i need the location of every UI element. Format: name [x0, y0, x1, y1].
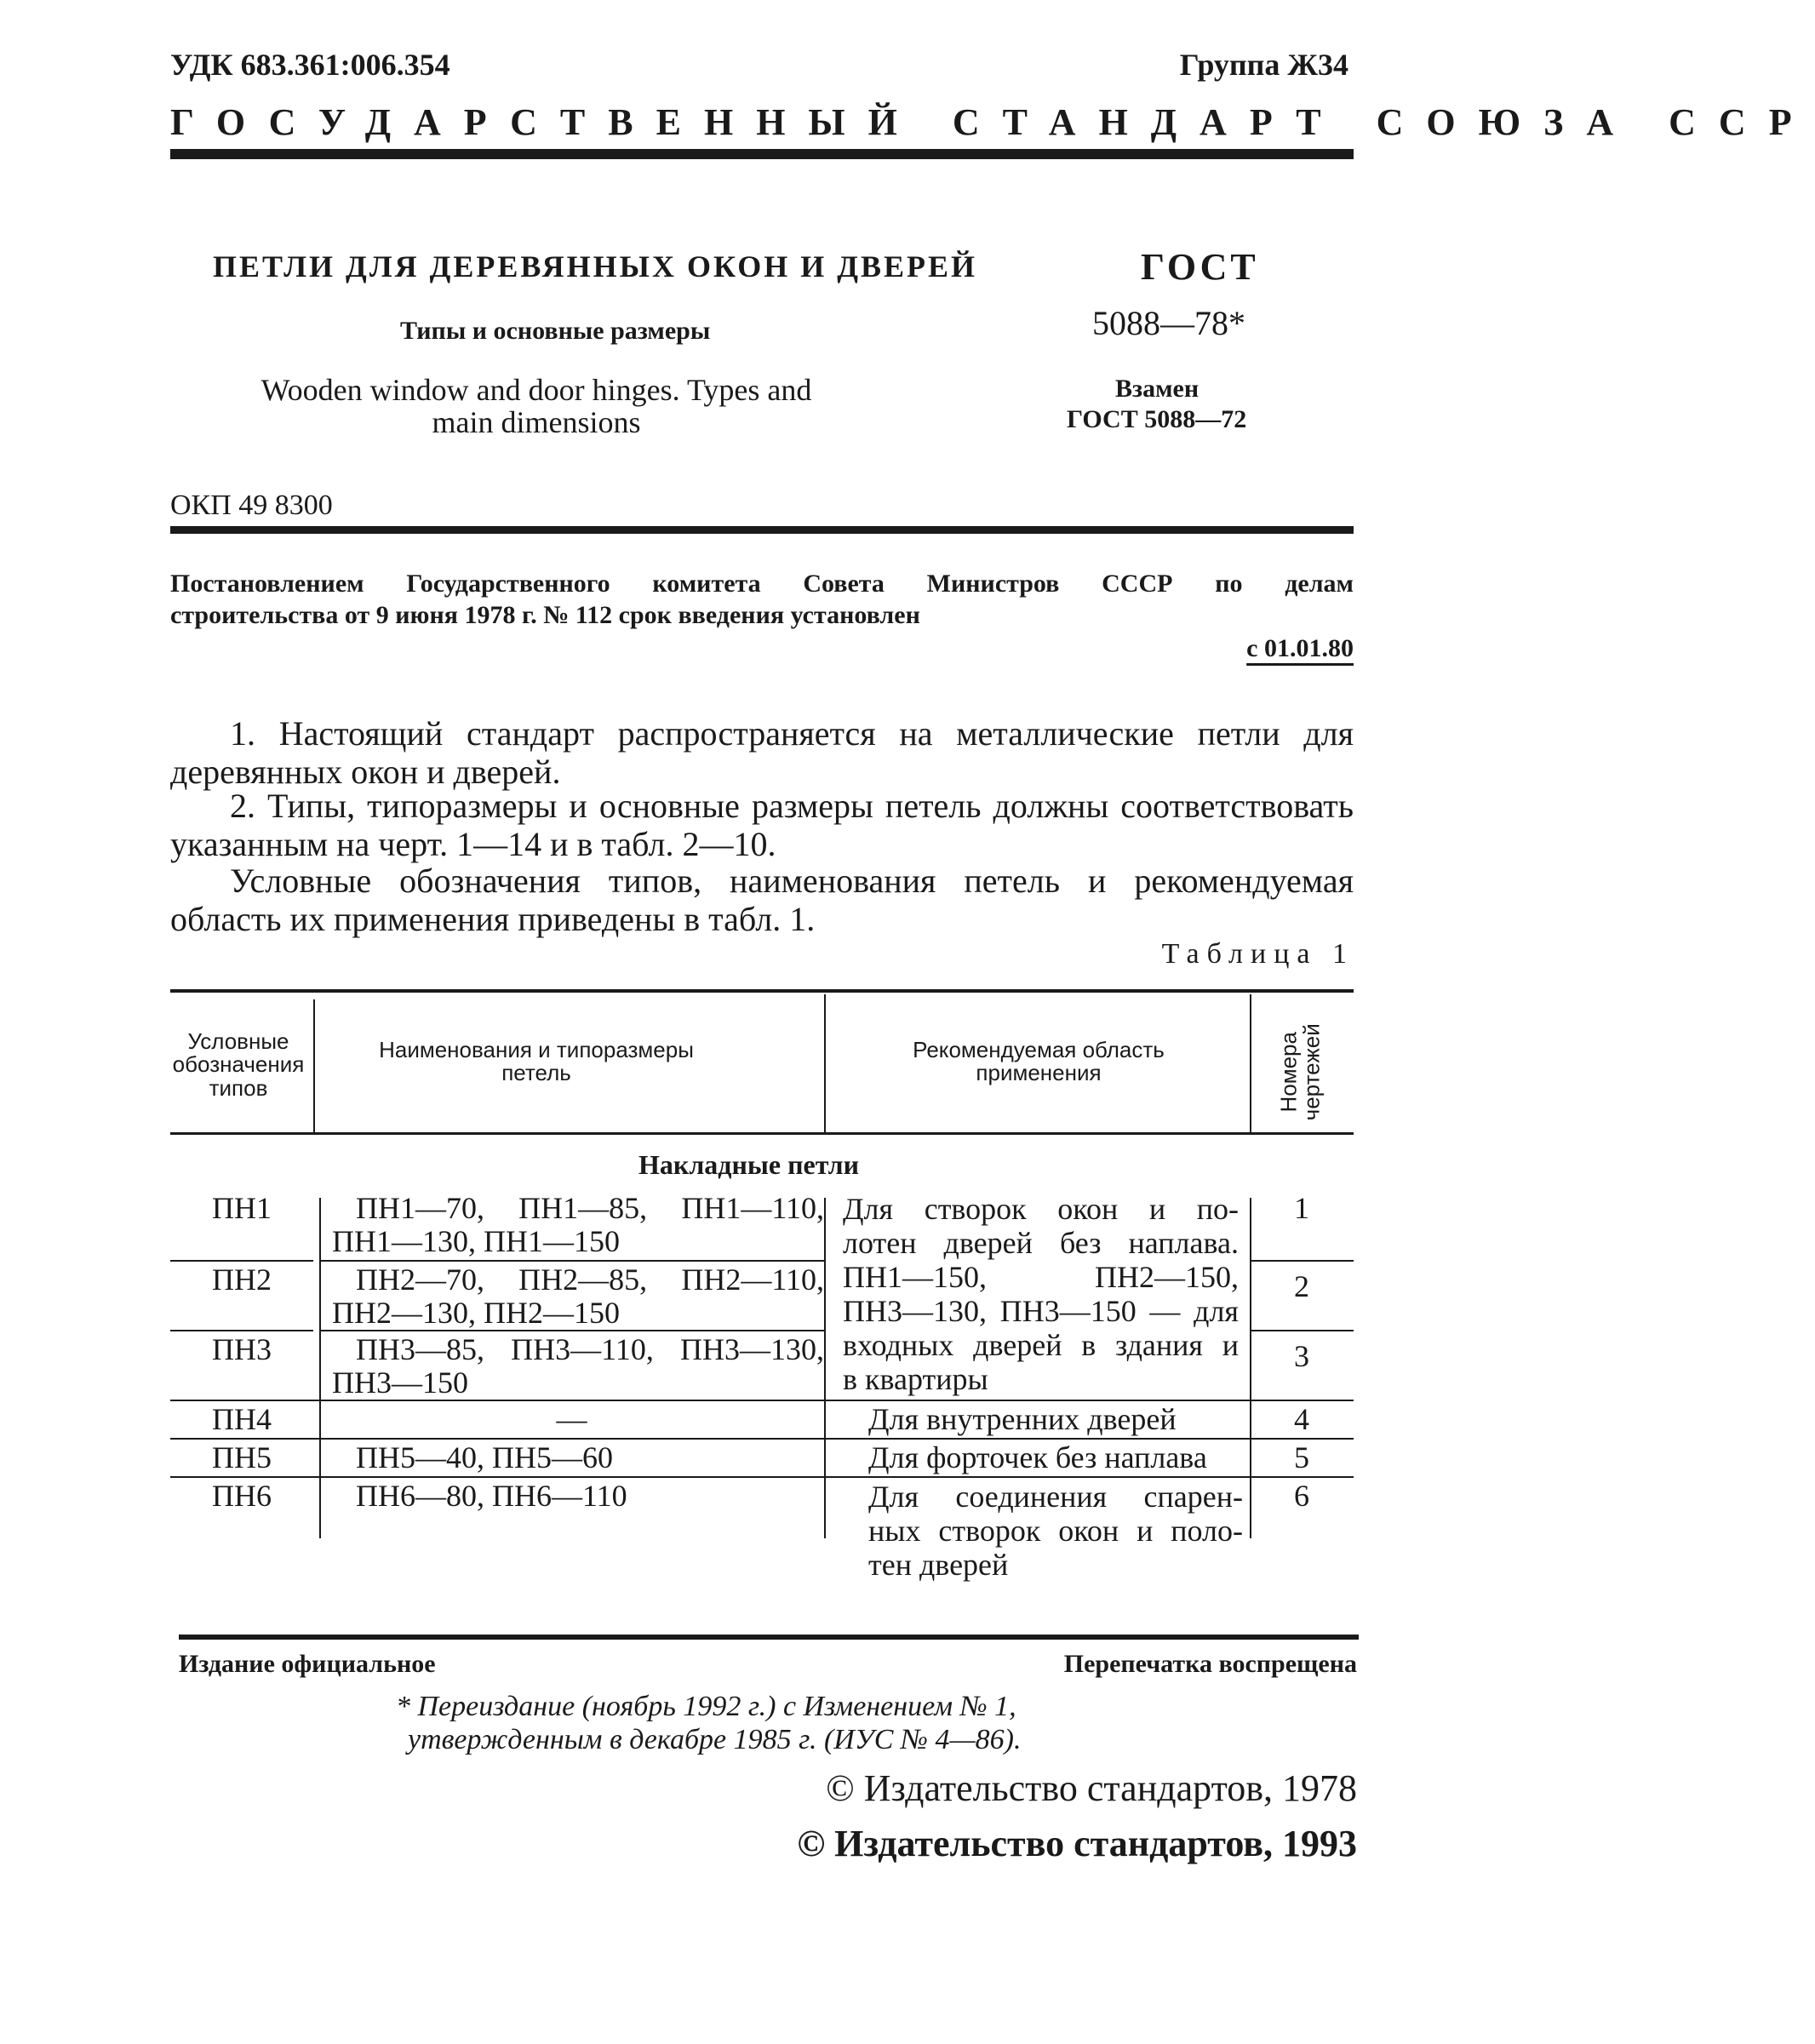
header-divider — [313, 999, 315, 1132]
application-group — [843, 1192, 1239, 1396]
row-application: Для форточек без наплава — [868, 1440, 1207, 1474]
header-divider — [1250, 994, 1251, 1132]
table-top-rule — [170, 989, 1354, 993]
row-drawing: 1 — [1294, 1191, 1309, 1225]
row-drawing: 3 — [1294, 1339, 1309, 1373]
application-line: ПН1—150, ПН2—150, — [843, 1260, 1239, 1294]
row-rule — [170, 1330, 313, 1331]
row-rule — [170, 1476, 1354, 1478]
application-line: ПН3—130, ПН3—150 — для — [843, 1294, 1239, 1328]
application-line: лотен дверей без наплава. — [843, 1226, 1239, 1260]
header-application: Рекомендуемая область применения — [913, 1037, 1165, 1086]
middle-rule — [170, 526, 1354, 534]
state-standard-banner: ГОСУДАРСТВЕННЫЙ СТАНДАРТ СОЮЗА ССР — [170, 101, 1815, 143]
replaces-label: Взамен — [1115, 375, 1200, 403]
gost-label: ГОСТ — [1141, 246, 1259, 288]
reissue-note — [396, 1690, 1022, 1756]
row-type: ПН4 — [212, 1402, 272, 1436]
row-sizes-line: ПН3—150 — [332, 1365, 468, 1400]
row-sizes-line: ПН3—85, ПН3—110, ПН3—130, — [356, 1332, 824, 1366]
header-drawings: Номера чертежей — [1275, 1023, 1325, 1121]
row-rule — [1250, 1260, 1354, 1262]
english-title: Wooden window and door hinges. Types and main dimensions — [261, 373, 812, 439]
copyright-1978: © Издательство стандартов, 1978 — [826, 1767, 1357, 1809]
application-line: входных дверей в здания и — [843, 1328, 1239, 1362]
row-rule — [170, 1400, 1354, 1401]
row-sizes: — — [556, 1402, 587, 1436]
table-caption: Таблица 1 — [1161, 938, 1354, 970]
document-subtitle: Типы и основные размеры — [400, 317, 711, 345]
decree-line-2: строительства от 9 июня 1978 г. № 112 срок введения установлен — [170, 601, 920, 629]
row-rule — [170, 1438, 1354, 1440]
row-rule — [170, 1260, 313, 1262]
row-drawing: 6 — [1294, 1479, 1309, 1513]
row-sizes — [332, 1263, 824, 1330]
row-application — [868, 1480, 1243, 1582]
row-sizes: ПН6—80, ПН6—110 — [356, 1479, 627, 1513]
header-type: Условные обозначения типов — [172, 1028, 305, 1101]
row-type: ПН6 — [212, 1479, 272, 1513]
row-sizes-line: ПН1—130, ПН1—150 — [332, 1223, 620, 1258]
row-sizes — [332, 1192, 824, 1258]
section-title: Накладные петли — [638, 1149, 860, 1180]
decree-line-1: Постановлением Государственного комитета Совета Министров СССР по делам — [170, 570, 1354, 598]
table-header-rule — [170, 1132, 1354, 1135]
row-application: Для внутренних дверей — [868, 1402, 1177, 1436]
row-drawing: 4 — [1294, 1402, 1309, 1436]
header-sizes: Наименования и типоразмеры петель — [379, 1037, 694, 1086]
row-rule — [319, 1260, 824, 1262]
application-line: тен дверей — [868, 1548, 1009, 1582]
application-line: в квартиры — [843, 1362, 988, 1396]
application-line: Для соединения спарен- — [868, 1480, 1243, 1514]
reissue-line: утвержденным в декабре 1985 г. (ИУС № 4—86). — [408, 1724, 1022, 1756]
body-divider — [824, 1198, 826, 1538]
hinge-types-table — [170, 989, 1354, 1611]
udk-code: УДК 683.361:006.354 — [170, 48, 450, 82]
row-type: ПН2 — [212, 1262, 272, 1297]
row-sizes: ПН5—40, ПН5—60 — [356, 1440, 613, 1474]
gost-number: 5088—78* — [1092, 304, 1245, 342]
body-divider — [319, 1198, 321, 1538]
okp-code: ОКП 49 8300 — [170, 490, 333, 521]
paragraph-3: Условные обозначения типов, наименования петель и рекомендуемая область их применения приведены в табл. 1. — [170, 862, 1354, 938]
paragraph-1: 1. Настоящий стандарт распространяется на металлические петли для деревянных окон и дверей. — [170, 714, 1354, 791]
application-line: ных створок окон и поло- — [868, 1514, 1243, 1548]
row-sizes-line: ПН1—70, ПН1—85, ПН1—110, — [356, 1191, 824, 1225]
row-rule — [319, 1330, 824, 1331]
copyright-1993: © Издательство стандартов, 1993 — [797, 1823, 1357, 1864]
reprint-notice: Перепечатка воспрещена — [1063, 1650, 1357, 1678]
row-type: ПН1 — [212, 1191, 272, 1225]
effective-date: с 01.01.80 — [1246, 634, 1354, 662]
row-sizes — [332, 1333, 824, 1400]
document-title: ПЕТЛИ ДЛЯ ДЕРЕВЯННЫХ ОКОН И ДВЕРЕЙ — [213, 249, 978, 283]
replaces-gost: ГОСТ 5088—72 — [1067, 405, 1247, 433]
top-rule — [170, 149, 1354, 159]
row-type: ПН3 — [212, 1332, 272, 1366]
row-drawing: 5 — [1294, 1440, 1309, 1474]
bottom-rule — [179, 1635, 1359, 1640]
group-code: Группа Ж34 — [1179, 48, 1348, 82]
paragraph-2: 2. Типы, типоразмеры и основные размеры петель должны соответствовать указанным на черт. 1—14 и в табл. 2—10. — [170, 787, 1354, 863]
application-line: Для створок окон и по- — [843, 1192, 1239, 1226]
row-sizes-line: ПН2—130, ПН2—150 — [332, 1295, 620, 1330]
row-type: ПН5 — [212, 1440, 272, 1474]
row-drawing: 2 — [1294, 1269, 1309, 1303]
header-divider — [824, 994, 826, 1132]
row-sizes-line: ПН2—70, ПН2—85, ПН2—110, — [356, 1262, 824, 1297]
reissue-line: * Переиздание (ноябрь 1992 г.) с Изменением № 1, — [396, 1691, 1016, 1722]
official-edition: Издание официальное — [179, 1650, 436, 1678]
row-rule — [1250, 1330, 1354, 1331]
